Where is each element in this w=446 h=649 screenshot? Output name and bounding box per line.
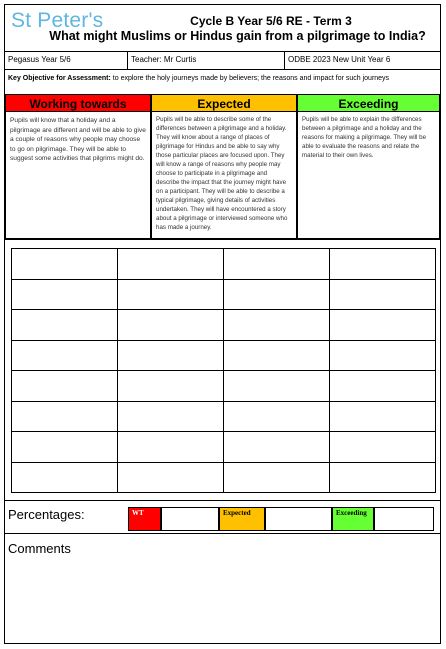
grid-cell[interactable] xyxy=(12,340,118,371)
working-towards-description: Pupils will know that a holiday and a pilgrimage are different and will be able to give a couple of reasons why people may choose to go on pilgrimage. They will be able to suggest some activities that pilgrims might do. xyxy=(5,112,151,239)
exceeding-heading: Exceeding xyxy=(297,94,440,112)
table-row xyxy=(12,401,436,432)
expected-label-box: Expected xyxy=(219,507,265,531)
grid-cell[interactable] xyxy=(118,371,224,402)
grid-cell[interactable] xyxy=(118,279,224,310)
grid-cell[interactable] xyxy=(12,249,118,280)
grid-cell[interactable] xyxy=(330,371,436,402)
grid-cell[interactable] xyxy=(224,432,330,463)
working-towards-heading: Working towards xyxy=(5,94,151,112)
class-name: Pegasus Year 5/6 xyxy=(5,51,128,69)
grid-cell[interactable] xyxy=(224,310,330,341)
grid-cell[interactable] xyxy=(118,249,224,280)
teacher-name: Teacher: Mr Curtis xyxy=(128,51,285,69)
pupil-grid xyxy=(11,248,436,493)
page-title: Cycle B Year 5/6 RE - Term 3 xyxy=(190,14,352,28)
expected-percentage-field[interactable] xyxy=(265,507,332,531)
comments-section[interactable] xyxy=(5,533,440,643)
grid-cell[interactable] xyxy=(224,401,330,432)
percentages-row xyxy=(5,499,440,534)
grid-cell[interactable] xyxy=(12,371,118,402)
grid-cell[interactable] xyxy=(224,462,330,493)
expected-description: Pupils will be able to describe some of the differences between a pilgrimage and a holiday. They will know about a range of places of pilgrimage for Hindus and be able to say why those particular places are focused upon. They will know a range of reasons why people may choose to participate in a pilgrimage and describe the impact that the journey might have on a participant. They will be able to describe a typical pilgrimage, giving details of activities undertaken. They will have encountered a story about a pilgrimage or interviewed someone who has made a journey. xyxy=(151,112,297,239)
school-logo: St Peter's xyxy=(11,9,104,32)
expected-heading: Expected xyxy=(151,94,297,112)
exceeding-percentage-field[interactable] xyxy=(374,507,434,531)
grid-cell[interactable] xyxy=(330,462,436,493)
table-row xyxy=(12,462,436,493)
grid-cell[interactable] xyxy=(12,279,118,310)
table-row xyxy=(12,340,436,371)
grid-cell[interactable] xyxy=(118,401,224,432)
grid-cell[interactable] xyxy=(12,432,118,463)
grid-cell[interactable] xyxy=(118,432,224,463)
percentages-label: Percentages: xyxy=(8,507,85,522)
page-subtitle: What might Muslims or Hindus gain from a pilgrimage to India? xyxy=(49,29,426,43)
exceeding-description: Pupils will be able to explain the differences between a pilgrimage and a holiday and the reasons for making a pilgrimage. They will be able to evaluate the reasons and relate the material to their own lives. xyxy=(297,112,440,239)
key-objective-label: Key Objective for Assessment: xyxy=(8,75,111,82)
grid-cell[interactable] xyxy=(330,401,436,432)
grid-cell[interactable] xyxy=(330,432,436,463)
comments-label: Comments xyxy=(8,541,71,556)
grid-cell[interactable] xyxy=(118,340,224,371)
grid-cell[interactable] xyxy=(224,371,330,402)
grid-cell[interactable] xyxy=(224,340,330,371)
pupil-grid-section xyxy=(5,239,440,501)
info-row xyxy=(5,51,440,70)
grid-cell[interactable] xyxy=(330,340,436,371)
key-objective xyxy=(5,70,440,94)
grid-cell[interactable] xyxy=(12,310,118,341)
grid-cell[interactable] xyxy=(330,310,436,341)
grid-cell[interactable] xyxy=(12,462,118,493)
grid-cell[interactable] xyxy=(118,462,224,493)
table-row xyxy=(12,310,436,341)
grid-cell[interactable] xyxy=(224,279,330,310)
unit-name: ODBE 2023 New Unit Year 6 xyxy=(288,55,391,64)
assessment-sheet xyxy=(4,4,441,644)
grid-cell[interactable] xyxy=(12,401,118,432)
wt-percentage-field[interactable] xyxy=(161,507,219,531)
header xyxy=(5,5,440,52)
table-row xyxy=(12,371,436,402)
key-objective-text: to explore the holy journeys made by believers; the reasons and impact for such journeys xyxy=(112,75,390,82)
table-row xyxy=(12,432,436,463)
table-row xyxy=(12,249,436,280)
grid-cell[interactable] xyxy=(330,249,436,280)
grid-cell[interactable] xyxy=(330,279,436,310)
grid-cell[interactable] xyxy=(224,249,330,280)
wt-label-box: WT xyxy=(128,507,161,531)
table-row xyxy=(12,279,436,310)
exceeding-label-box: Exceeding xyxy=(332,507,374,531)
grid-cell[interactable] xyxy=(118,310,224,341)
assessment-levels xyxy=(5,94,440,239)
